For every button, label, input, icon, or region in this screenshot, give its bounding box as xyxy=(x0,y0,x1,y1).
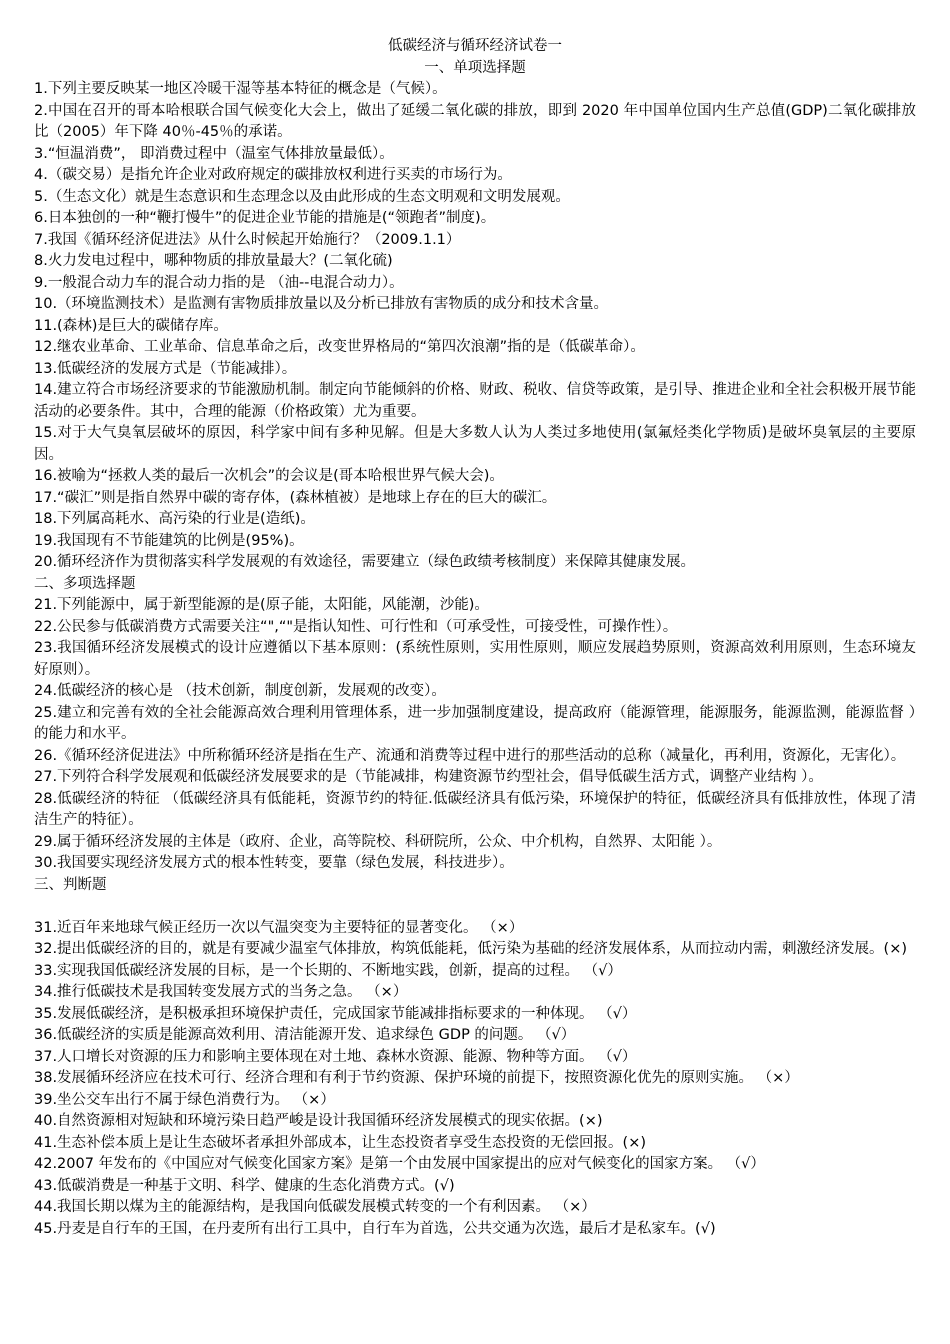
question-11: 11.(森林)是巨大的碳储存库。 xyxy=(34,317,228,334)
question-37: 37.人口增长对资源的压力和影响主要体现在对土地、森林水资源、能源、物种等方面。 （√） xyxy=(34,1048,637,1065)
question-32: 32.提出低碳经济的目的，就是有要减少温室气体排放，构筑低能耗，低污染为基础的经济发展体系，从而拉动内需，刺激经济发展。(×) xyxy=(34,941,908,957)
question-10: 10.（环境监测技术）是监测有害物质排放量以及分析已排放有害物质的成分和技术含量。 xyxy=(34,296,609,312)
section-3-list xyxy=(34,918,916,1241)
question-36: 36.低碳经济的实质是能源高效利用、清洁能源开发、追求绿色 GDP 的问题。 （√） xyxy=(34,1027,576,1043)
question-23: 23.我国循环经济发展模式的设计应遵循以下基本原则：(系统性原则，实用性原则，顺应发展趋势原则，资源高效利用原则，生态环境友好原则）。 xyxy=(34,640,916,678)
question-5: 5.（生态文化）就是生态意识和生态理念以及由此形成的生态文明观和文明发展观。 xyxy=(34,188,570,205)
question-42: 42.2007 年发布的《中国应对气候变化国家方案》是第一个由发展中国家提出的应对气候变化的国家方案。 （√） xyxy=(34,1156,765,1172)
question-21: 21.下列能源中，属于新型能源的是(原子能，太阳能，风能潮，沙能)。 xyxy=(34,597,489,613)
question-39: 39.坐公交车出行不属于绿色消费行为。 （×） xyxy=(34,1091,335,1108)
question-8: 8.火力发电过程中，哪种物质的排放量最大？(二氧化硫) xyxy=(34,253,393,269)
question-13: 13.低碳经济的发展方式是（节能减排）。 xyxy=(34,360,297,377)
section-2-heading: 二、多项选择题 xyxy=(34,575,136,592)
question-33: 33.实现我国低碳经济发展的目标，是一个长期的、不断地实践，创新，提高的过程。 （√） xyxy=(34,962,622,979)
question-20: 20.循环经济作为贯彻落实科学发展观的有效途径，需要建立（绿色政绩考核制度）来保障其健康发展。 xyxy=(34,554,696,570)
question-41: 41.生态补偿本质上是让生态破坏者承担外部成本，让生态投资者享受生态投资的无偿回报。(×) xyxy=(34,1134,647,1151)
question-28: 28.低碳经济的特征 （低碳经济具有低能耗，资源节约的特征.低碳经济具有低污染，环境保护的特征，低碳经济具有低排放性，体现了清洁生产的特征）。 xyxy=(34,790,916,828)
question-3: 3.“恒温消费”， 即消费过程中（温室气体排放量最低）。 xyxy=(34,145,394,162)
question-29: 29.属于循环经济发展的主体是（政府、企业，高等院校、科研院所，公众、中介机构，自然界、太阳能 ）。 xyxy=(34,833,722,850)
question-17: 17.“碳汇”则是指自然界中碳的寄存体，(森林植被）是地球上存在的巨大的碳汇。 xyxy=(34,489,557,506)
question-16: 16.被喻为“拯救人类的最后一次机会”的会议是(哥本哈根世界气候大会)。 xyxy=(34,468,504,484)
blank-line xyxy=(34,896,916,918)
question-38: 38.发展循环经济应在技术可行、经济合理和有利于节约资源、保护环境的前提下，按照资源化优先的原则实施。 （×） xyxy=(34,1070,799,1086)
question-1: 1.下列主要反映某一地区冷暖干湿等基本特征的概念是（气候）。 xyxy=(34,81,447,97)
question-9: 9.一般混合动力车的混合动力指的是 （油--电混合动力）。 xyxy=(34,274,404,291)
question-4: 4.（碳交易）是指允许企业对政府规定的碳排放权利进行买卖的市场行为。 xyxy=(34,167,512,183)
question-25: 25.建立和完善有效的全社会能源高效合理利用管理体系，进一步加强制度建设，提高政府（能源管理，能源服务，能源监测，能源监督 ）的能力和水平。 xyxy=(34,704,916,742)
question-6: 6.日本独创的一种“鞭打慢牛”的促进企业节能的措施是(“领跑者”制度)。 xyxy=(34,210,496,226)
section-2-list xyxy=(34,595,916,875)
question-34: 34.推行低碳技术是我国转变发展方式的当务之急。 （×） xyxy=(34,984,408,1000)
section-1-heading: 一、单项选择题 xyxy=(424,59,526,76)
question-15: 15.对于大气臭氧层破坏的原因，科学家中间有多种见解。但是大多数人认为人类过多地使用(氯氟烃类化学物质)是破坏臭氧层的主要原因。 xyxy=(34,425,916,463)
question-26: 26.《循环经济促进法》中所称循环经济是指在生产、流通和消费等过程中进行的那些活动的总称（减量化，再利用，资源化，无害化）。 xyxy=(34,747,906,764)
section-1-list xyxy=(34,79,916,574)
section-3-heading: 三、判断题 xyxy=(34,876,107,893)
question-24: 24.低碳经济的核心是 （技术创新，制度创新，发展观的改变）。 xyxy=(34,683,446,699)
question-27: 27.下列符合科学发展观和低碳经济发展要求的是（节能减排，构建资源节约型社会，倡导低碳生活方式，调整产业结构 ）。 xyxy=(34,769,823,785)
question-12: 12.继农业革命、工业革命、信息革命之后，改变世界格局的“第四次浪潮”指的是（低碳革命）。 xyxy=(34,339,645,355)
question-30: 30.我国要实现经济发展方式的根本性转变，要靠（绿色发展，科技进步）。 xyxy=(34,855,514,871)
question-19: 19.我国现有不节能建筑的比例是(95%)。 xyxy=(34,532,304,549)
question-18: 18.下列属高耗水、高污染的行业是(造纸)。 xyxy=(34,511,315,527)
question-22: 22.公民参与低碳消费方式需要关注“",“"是指认知性、可行性和（可承受性，可接受性，可操作性）。 xyxy=(34,618,678,635)
question-40: 40.自然资源相对短缺和环境污染日趋严峻是设计我国循环经济发展模式的现实依据。(×) xyxy=(34,1113,603,1129)
question-31: 31.近百年来地球气候正经历一次以气温突变为主要特征的显著变化。 （×） xyxy=(34,919,524,936)
question-7: 7.我国《循环经济促进法》从什么时候起开始施行？（2009.1.1） xyxy=(34,231,461,248)
question-44: 44.我国长期以煤为主的能源结构，是我国向低碳发展模式转变的一个有利因素。 （×） xyxy=(34,1199,596,1215)
question-35: 35.发展低碳经济，是积极承担环境保护责任，完成国家节能减排指标要求的一种体现。 （√） xyxy=(34,1005,637,1022)
question-43: 43.低碳消费是一种基于文明、科学、健康的生态化消费方式。(√) xyxy=(34,1177,455,1194)
question-45: 45.丹麦是自行车的王国，在丹麦所有出行工具中，自行车为首选，公共交通为次选，最后才是私家车。(√) xyxy=(34,1220,716,1237)
question-14: 14.建立符合市场经济要求的节能激励机制。制定向节能倾斜的价格、财政、税收、信贷等政策，是引导、推进企业和全社会积极开展节能活动的必要条件。其中，合理的能源（价格政策）尤为重要。 xyxy=(34,382,916,420)
document-title: 低碳经济与循环经济试卷一 xyxy=(388,38,562,54)
question-2: 2.中国在召开的哥本哈根联合国气候变化大会上，做出了延缓二氧化碳的排放，即到 2020 年中国单位国内生产总值(GDP)二氧化碳排放比（2005）年下降 40％-45％的承诺。 xyxy=(34,102,916,140)
